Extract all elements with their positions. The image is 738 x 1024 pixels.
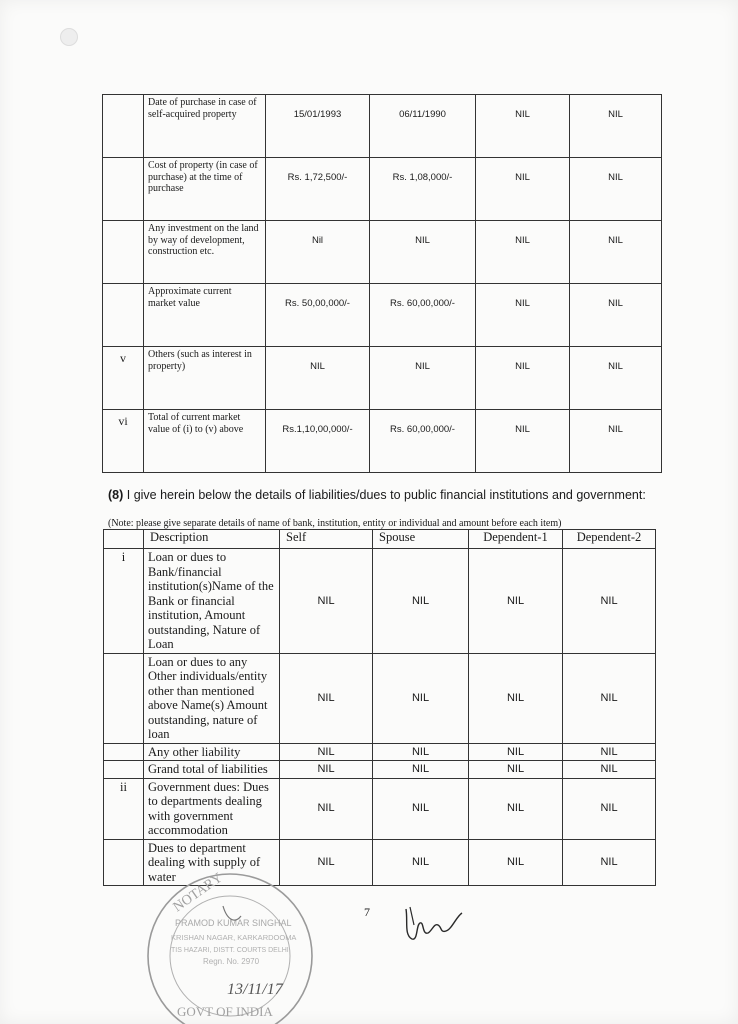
- stamp-address-2: TIS HAZARI, DISTT. COURTS DELHI: [171, 947, 289, 954]
- row-value: NIL: [563, 839, 656, 886]
- row-value: NIL: [373, 549, 469, 654]
- row-value: NIL: [469, 761, 563, 779]
- stamp-date: 13/11/17: [227, 981, 283, 998]
- table-row: [103, 347, 662, 410]
- row-value: NIL: [469, 778, 563, 839]
- row-value: NIL: [373, 743, 469, 761]
- row-value: Rs. 1,08,000/-: [370, 158, 476, 221]
- row-index: ii: [104, 778, 144, 839]
- column-header: Dependent-1: [469, 530, 563, 549]
- row-value: NIL: [280, 761, 373, 779]
- row-index: v: [103, 347, 144, 410]
- row-description: Loan or dues to any Other individuals/entity other than mentioned above Name(s) Amount outstanding, nature of loan: [144, 653, 280, 743]
- row-value: NIL: [476, 284, 570, 347]
- row-value: NIL: [469, 839, 563, 886]
- assets-table: [102, 94, 662, 473]
- column-header: Dependent-2: [563, 530, 656, 549]
- row-value: NIL: [476, 410, 570, 473]
- table-row: [104, 743, 656, 761]
- row-value: NIL: [476, 158, 570, 221]
- row-value: NIL: [570, 347, 662, 410]
- table-row: [104, 778, 656, 839]
- table-row: [104, 653, 656, 743]
- row-value: NIL: [570, 221, 662, 284]
- row-description: Approximate current market value: [144, 284, 266, 347]
- stamp-regn: Regn. No. 2970: [203, 957, 260, 966]
- row-value: Rs. 1,72,500/-: [266, 158, 370, 221]
- row-value: NIL: [280, 743, 373, 761]
- row-description: Dues to department dealing with supply of water: [144, 839, 280, 886]
- row-description: Grand total of liabilities: [144, 761, 280, 779]
- row-index: vi: [103, 410, 144, 473]
- row-value: NIL: [266, 347, 370, 410]
- notary-stamp: [145, 868, 325, 1024]
- row-description: Any investment on the land by way of development, construction etc.: [144, 221, 266, 284]
- punch-hole: [60, 28, 78, 46]
- column-header: Spouse: [373, 530, 469, 549]
- table-header-row: [104, 530, 656, 549]
- table-row: [103, 95, 662, 158]
- stamp-name: PRAMOD KUMAR SINGHAL: [175, 918, 292, 928]
- row-description: Any other liability: [144, 743, 280, 761]
- row-value: 06/11/1990: [370, 95, 476, 158]
- row-value: NIL: [570, 410, 662, 473]
- row-value: NIL: [563, 761, 656, 779]
- row-index: [103, 158, 144, 221]
- row-value: NIL: [280, 778, 373, 839]
- row-index: [103, 221, 144, 284]
- row-value: NIL: [563, 549, 656, 654]
- table-row: [104, 549, 656, 654]
- section-heading-text: I give herein below the details of liabilities/dues to public financial institutions and government:: [123, 488, 646, 502]
- row-value: NIL: [373, 761, 469, 779]
- row-value: Rs. 60,00,000/-: [370, 284, 476, 347]
- row-description: Loan or dues to Bank/financial institution(s)Name of the Bank or financial institution, Amount outstanding, Nature of Loan: [144, 549, 280, 654]
- row-value: NIL: [469, 653, 563, 743]
- stamp-ring-top: NOTARY: [170, 870, 226, 916]
- row-description: Cost of property (in case of purchase) at the time of purchase: [144, 158, 266, 221]
- section-note: (Note: please give separate details of name of bank, institution, entity or individual and amount before each item): [108, 518, 562, 529]
- row-description: Others (such as interest in property): [144, 347, 266, 410]
- row-index: [103, 284, 144, 347]
- row-value: NIL: [373, 778, 469, 839]
- table-row: [103, 284, 662, 347]
- row-value: NIL: [476, 221, 570, 284]
- row-value: NIL: [469, 549, 563, 654]
- page-number: 7: [364, 905, 370, 919]
- column-header: Description: [144, 530, 280, 549]
- row-index: [104, 743, 144, 761]
- table-row: [103, 158, 662, 221]
- row-value: NIL: [570, 95, 662, 158]
- row-index: i: [104, 549, 144, 654]
- row-value: NIL: [469, 743, 563, 761]
- row-description: Total of current market value of (i) to (v) above: [144, 410, 266, 473]
- row-description: Government dues: Dues to departments dealing with government accommodation: [144, 778, 280, 839]
- row-value: NIL: [563, 653, 656, 743]
- header-index-cell: [104, 530, 144, 549]
- row-value: NIL: [570, 158, 662, 221]
- table-row: [104, 761, 656, 779]
- column-header: Self: [280, 530, 373, 549]
- table-row: [103, 410, 662, 473]
- row-value: Rs. 60,00,000/-: [370, 410, 476, 473]
- section-number: (8): [108, 488, 124, 502]
- row-index: [104, 653, 144, 743]
- section-8-heading: [108, 488, 646, 502]
- row-value: NIL: [563, 743, 656, 761]
- row-value: NIL: [280, 839, 373, 886]
- row-value: Rs. 50,00,000/-: [266, 284, 370, 347]
- signature-image: [398, 895, 468, 947]
- row-value: 15/01/1993: [266, 95, 370, 158]
- row-value: NIL: [570, 284, 662, 347]
- row-value: NIL: [563, 778, 656, 839]
- row-value: NIL: [370, 347, 476, 410]
- row-value: Nil: [266, 221, 370, 284]
- row-value: NIL: [280, 653, 373, 743]
- row-value: NIL: [280, 549, 373, 654]
- row-index: [104, 761, 144, 779]
- row-value: NIL: [476, 95, 570, 158]
- liabilities-table: [103, 529, 656, 886]
- row-value: NIL: [373, 653, 469, 743]
- row-index: [103, 95, 144, 158]
- row-index: [104, 839, 144, 886]
- row-value: NIL: [370, 221, 476, 284]
- row-description: Date of purchase in case of self-acquired property: [144, 95, 266, 158]
- row-value: NIL: [373, 839, 469, 886]
- stamp-ring-bottom: GOVT OF INDIA: [177, 1004, 273, 1019]
- row-value: NIL: [476, 347, 570, 410]
- row-value: Rs.1,10,00,000/-: [266, 410, 370, 473]
- stamp-address-1: KRISHAN NAGAR, KARKARDOOMA: [171, 933, 297, 942]
- table-row: [103, 221, 662, 284]
